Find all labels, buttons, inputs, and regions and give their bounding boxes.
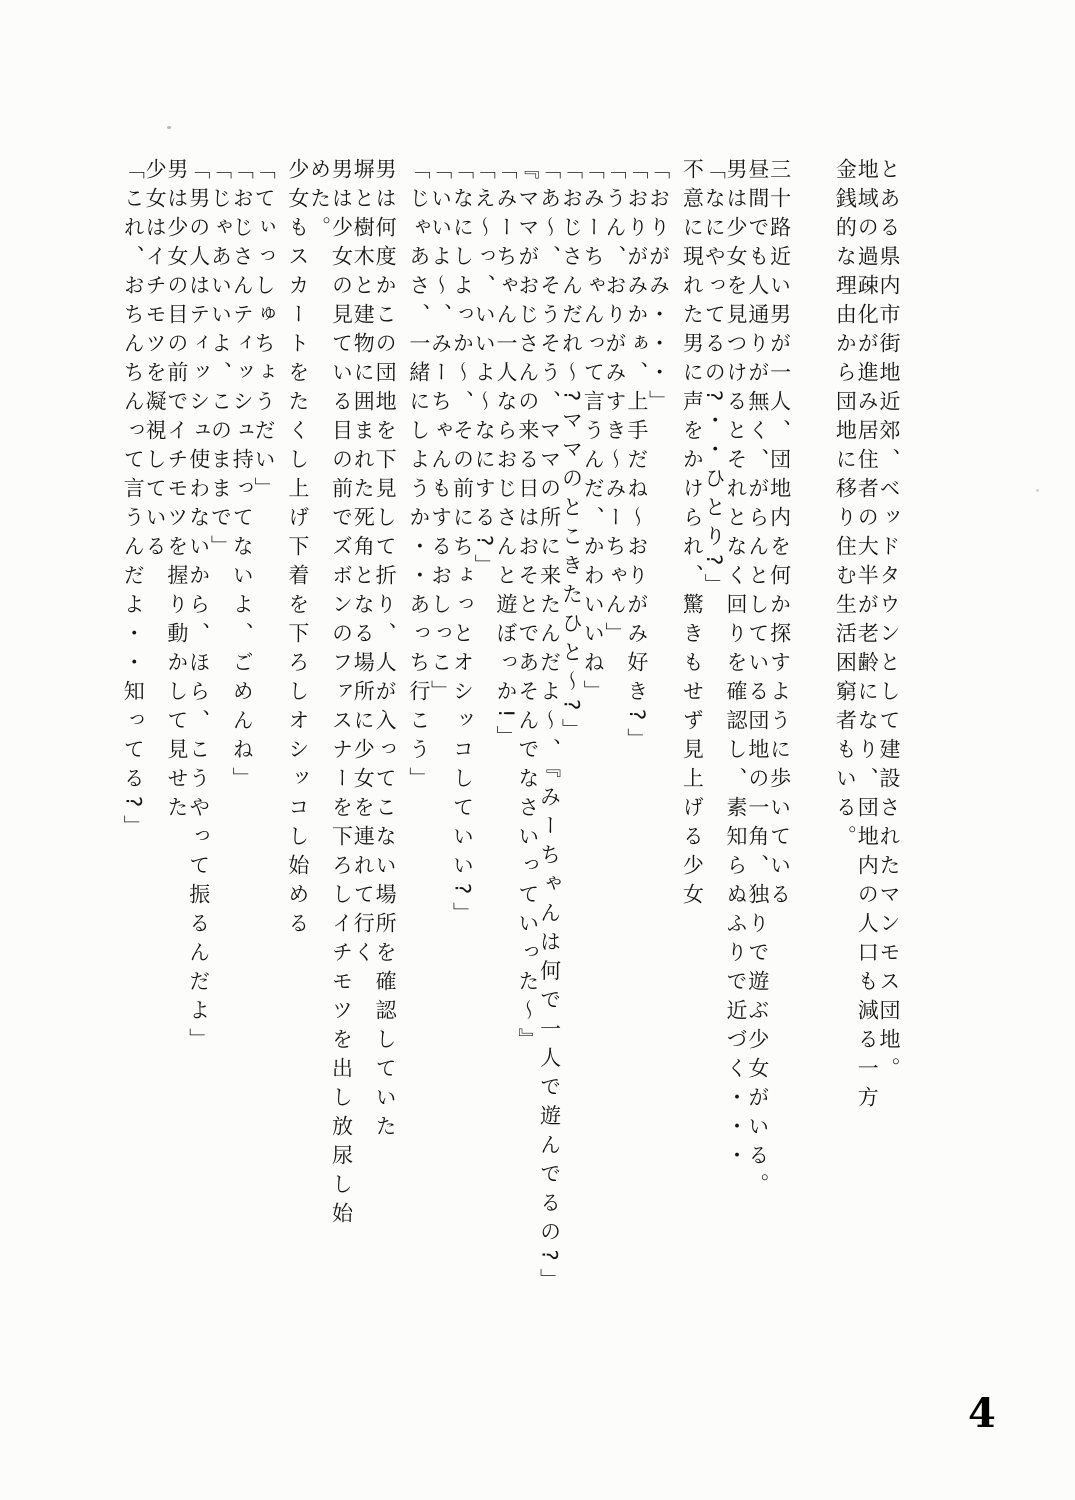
vertical-text-block [122,158,900,1353]
text-column: 『ママがおじさんの来る日はおそとであそんでなさいっていった〜』 [515,158,540,1057]
text-column: 「なにやってるの?・・ひとり?」 [702,158,727,603]
text-column: 「え〜っ、いいよ〜なにする?」 [472,158,497,584]
text-column: 男は少女の見ている目の前でズボンのファスナーを下ろしイチモツを出し放尿し始 [329,158,354,1231]
paper-speck [1036,489,1039,492]
text-column: 金銭的な理由から団地に移り住む生活困窮者もいる。 [833,158,858,854]
text-column: 「みーちゃん一人ならおじさんと遊ぼっか!」 [494,158,519,755]
text-column: 「おじさんティッシュ持ってないよ、ごめんね」 [230,158,255,796]
text-column: 昼間でも人通りが無く、がらんとしている団地の一角、独りで遊ぶ少女がいる。 [745,158,770,1202]
text-column: 「おりがみ・・・」 [646,158,671,419]
text-column: 塀と樹木と建物に囲まれた死角となる場所に少女を連れて行く [351,158,376,970]
text-column: 男は何度かこの団地を下見して折り、人が入ってこない場所を確認していた [373,158,398,1144]
text-column: 「なにしよっか〜、その前にちょっとオシッコしていい?」 [450,158,475,932]
text-column: とある県内市街地近郊、ベッドタウンとして建設されたマンモス団地。 [877,158,901,1086]
text-column: 少女もスカートをたくし上げ下着を下ろしオシッコし始める [285,158,310,941]
text-column: めた。 [307,158,332,245]
text-column: 「いいよ〜、みーちゃんもするおしっこ」 [428,158,453,709]
text-column: 「男の人はティッシュ使わないから、ほら、こうやって振るんだよ」 [186,158,211,1057]
text-column: 「てぃっしゅちょうだい」 [252,158,277,506]
text-column: 「これ、おちんちんって言うんだよ・・知ってる?」 [121,158,146,845]
text-column: 不意に現れた男に声をかけられ、驚きもせず見上げる少女 [680,158,705,912]
text-column: 「うん、おりがみすき〜みーちゃん」 [603,158,628,651]
text-column: 「おじさんだれ〜?ママのとこきたひと〜?」 [559,158,584,748]
paper-speck [167,126,171,129]
text-column: 「みーちゃんって言うんだ、かわいいね」 [581,158,606,709]
text-column: 男は少女を見つけるとそれとなく回りを確認し、素知らぬふりで近づく・・・ [724,158,749,1173]
text-column: 三十路近い男が一人、団地内を何か探すように歩いている [767,158,792,912]
text-column: 「あ〜、そうそう、ママの所に来たんだよ〜、『みーちゃんは何で一人で遊んでるの?」 [537,158,562,1298]
text-column: 「じゃあさ、一緒にしようか・・あっち行こう」 [406,158,431,796]
text-column: 「おりがみかぁ、上手だね〜おりがみ好き?」 [624,158,649,758]
text-column: 地域の過疎化が進み居住者の大半が老齢になり、団地内の人口も減る一方 [855,158,880,1115]
page-number: 4 [968,1390,996,1437]
text-column: 少女はイチモツを凝視している [143,158,168,564]
text-column: 男は少女の目の前でイチモツを握り動かして見せた [164,158,189,825]
text-column: 「じゃあいいよ、このままで」 [208,158,233,564]
